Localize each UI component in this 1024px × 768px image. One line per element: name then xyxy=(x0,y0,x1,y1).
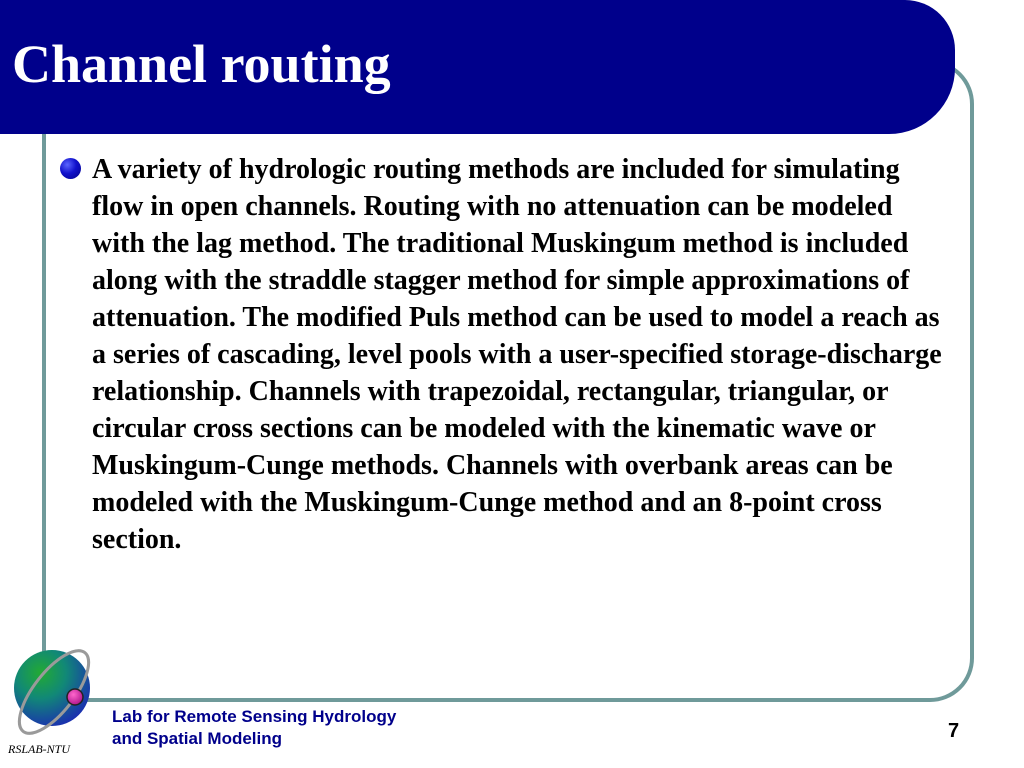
bullet-text: A variety of hydrologic routing methods are included for simulating flow in open channels. Routing with no attenuation can be modeled with the lag method. The traditional Muskingum method is included along with the straddle stagger method for simple approximations of attenuation. The modified Puls method can be used to model a reach as a series of cascading, level pools with a user-specified storage-discharge relationship. Channels with trapezoidal, rectangular, triangular, or circular cross sections can be modeled with the kinematic wave or Muskingum-Cunge methods. Channels with overbank areas can be modeled with the Muskingum-Cunge method and an 8-point cross section. xyxy=(92,154,942,555)
page-number: 7 xyxy=(948,720,960,742)
footer-lab-name xyxy=(112,706,396,750)
slide-title: Channel routing xyxy=(12,34,391,94)
logo-caption: RSLAB-NTU xyxy=(8,742,71,756)
footer-lab-line-1: Lab for Remote Sensing Hydrology xyxy=(112,707,397,726)
globe-orbit-logo-icon xyxy=(4,636,104,746)
bullet-dot-icon xyxy=(60,158,81,179)
footer-lab-line-2: and Spatial Modeling xyxy=(112,729,283,748)
title-bar xyxy=(0,0,955,134)
